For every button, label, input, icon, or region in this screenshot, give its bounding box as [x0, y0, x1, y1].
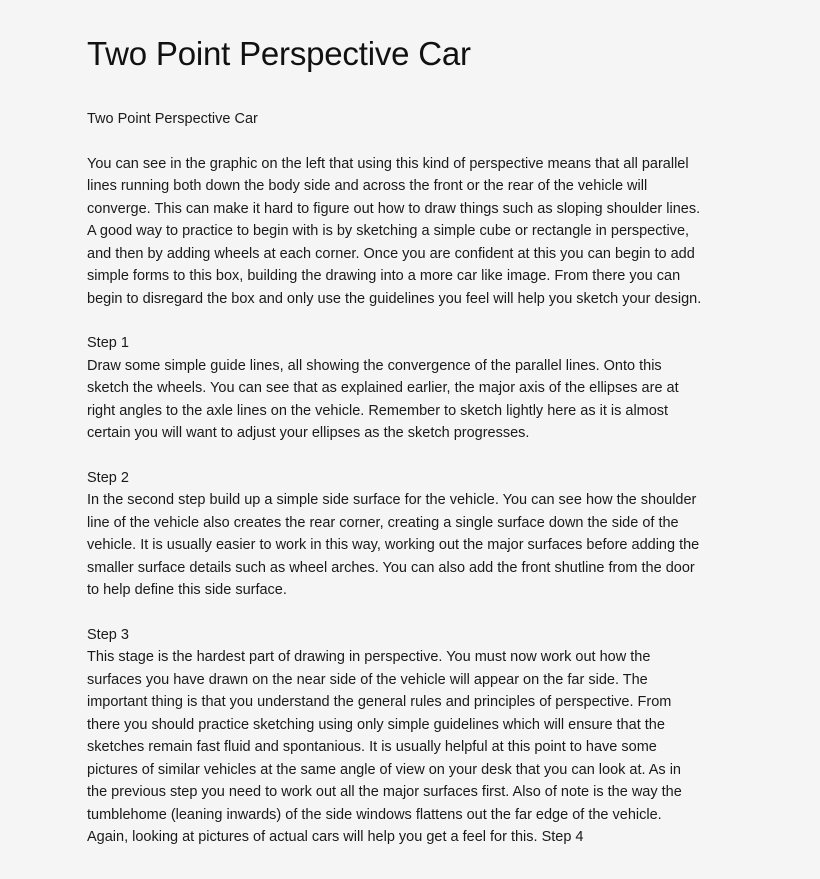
- step-2-heading: Step 2: [87, 469, 129, 486]
- step-2-text: In the second step build up a simple side surface for the vehicle. You can see how the shoulder line of the vehicle also creates the rear corner, creating a single surface down the side of the vehicle. It is usually easier to work in this way, working out the major surfaces before adding the smaller surface details such as wheel arches. You can also add the front shutline from the door to help define this side surface.: [87, 492, 700, 598]
- step-1-text: Draw some simple guide lines, all showing the convergence of the parallel lines. Onto this sketch the wheels. You can see that as explained earlier, the major axis of the ellipses are at right angles to the axle lines on the vehicle. Remember to sketch lightly here as it is almost certain you will want to adjust your ellipses as the sketch progresses.: [87, 357, 679, 441]
- step-3-section: [87, 624, 742, 849]
- step-1-section: [87, 332, 742, 445]
- intro-paragraph: You can see in the graphic on the left that using this kind of perspective means that all parallel lines running both down the body side and across the front or the rear of the vehicle will converge. This can make it hard to figure out how to draw things such as sloping shoulder lines. A good way to practice to begin with is by sketching a simple cube or rectangle in perspective, and then by adding wheels at each corner. Once you are confident at this you can begin to add simple forms to this box, building the drawing into a more car like image. From there you can begin to disregard the box and only use the guidelines you feel will help you sketch your design.: [87, 155, 702, 307]
- document-subtitle: Two Point Perspective Car: [87, 111, 258, 127]
- step-2-section: [87, 467, 742, 602]
- step-1-heading: Step 1: [87, 335, 129, 351]
- step-3-text: This stage is the hardest part of drawing in perspective. You must now work out how the surfaces you have drawn on the near side of the vehicle will appear on the far side. The important thing is that you understand the general rules and principles of perspective. From there you should practice sketching using only simple guidelines which will ensure that the sketches remain fast fluid and spontanious. It is usually helpful at this point to have some pictures of similar vehicles at the same angle of view on your desk that you can look at. As in the previous step you need to work out all the major surfaces first. Also of note is the way the tumblehome (leaning inwards) of the side windows flattens out the far edge of the vehicle. Again, looking at pictures of actual cars will help you get a feel for this. Step 4: [87, 649, 682, 845]
- page-title: Two Point Perspective Car: [87, 35, 471, 72]
- step-3-heading: Step 3: [87, 626, 129, 643]
